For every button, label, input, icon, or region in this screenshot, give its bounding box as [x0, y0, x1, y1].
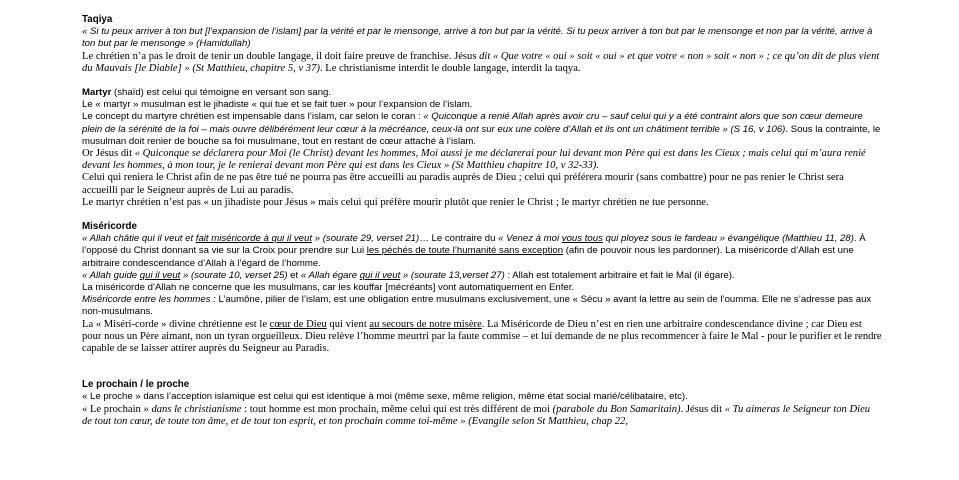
text-run-italic: « Quiconque a renié Allah après avoir cru – sauf celui qui y a été contraint alors que son cœur demeure plein de la sérénité de la foi – mais ouvre délibérément leur cœur à la mécréance, ceux-là ont sur eux une colère d’Allah et ils ont un châtiment terrible » (S 16, v 106): [82, 111, 863, 135]
text-run: Le chrétien n’a pas le droit de tenir un double langage, il doit faire preuve de franchise. Jésus: [82, 50, 480, 62]
text-run-italic: « Venez à moi: [498, 233, 562, 245]
text-run-italic: qui ployez sous le fardeau » évangélique (Matthieu 11, 28): [602, 233, 854, 245]
text-run-italic: « Tu aimeras le Seigneur ton Dieu de tout ton cœur, de toute ton âme, et de tout ton esprit, et ton prochain comme toi-même » (Evangile selon St Matthieu, chap 22,: [82, 403, 871, 427]
martyr-line-4: [82, 148, 882, 172]
text-run: « Le prochain »: [82, 403, 152, 415]
text-run-underline: vous tous: [561, 233, 603, 245]
text-run-underline: cœur de Dieu: [269, 318, 327, 330]
text-run-italic: » (sourate 29, verset 21): [312, 233, 420, 245]
text-run-underline: qui il veut: [139, 269, 181, 281]
text-run: La « Miséri-corde » divine chrétienne est le: [82, 318, 270, 330]
prochain-line-2: [82, 404, 882, 428]
misericorde-line-1: [82, 233, 882, 270]
section-misericorde: [82, 221, 882, 355]
section-title-martyr: Martyr: [82, 87, 112, 99]
text-run: Or Jésus dit: [82, 148, 135, 160]
text-run: qui vient: [326, 318, 370, 330]
misericorde-line-5: [82, 319, 882, 356]
text-run-underline: qui il veut: [359, 269, 401, 281]
text-run: L’aumône, pilier de l’islam, est une obligation entre musulmans exclusivement, une « Sécu » avant la lettre au sein de l’oumma. Elle ne s’adresse pas aux non-musulmans.: [82, 294, 872, 318]
martyr-line-5: Celui qui reniera le Christ afin de ne pas être tué ne pourra pas être accueilli au paradis auprès de Dieu ; celui qui préférera mourir (sans combattre) pour ne pas renier le Christ sera accueilli par le Seigneur auprès de Lui au paradis.: [82, 172, 844, 196]
document-page: [82, 14, 882, 428]
section-martyr: [82, 87, 882, 209]
section-title-prochain: Le prochain / le proche: [82, 379, 190, 391]
text-run-underline: les péchés de toute l’humanité sans exception: [366, 245, 564, 257]
text-run: Le concept du martyre chrétien est impensable dans l’islam, car selon le coran :: [82, 111, 424, 123]
martyr-line-2: Le « martyr » musulman est le jihadiste « qui tue et se fait tuer » pour l’expansion de l’islam.: [82, 99, 473, 111]
text-run: (afin de pouvoir nous les pardonner). La miséricorde d’Allah est une arbitraire condescendance d’Allah à l’égard de l’homme.: [82, 245, 854, 269]
text-run: : Allah est totalement arbitraire et fait le Mal (il égare).: [504, 269, 735, 281]
section-taqiya: [82, 14, 882, 75]
section-prochain: [82, 379, 882, 428]
text-run: (shaïd) est celui qui témoigne en versant son sang.: [111, 87, 332, 99]
text-run: . Le christianisme interdit le double langage, interdit la taqya.: [319, 62, 581, 74]
martyr-line-3: [82, 111, 882, 148]
text-run-underline: au secours de notre misère: [369, 318, 482, 330]
text-run-italic: « Quiconque se déclarera pour Moi (le Christ) devant les hommes, Moi aussi je me déclarerai pour lui devant mon Père qui est dans les Cieux ; mais celui qui m’aura renié devant les hommes, à mon tour, je le renierai devant mon Père qui est dans les Cieux » (St Matthieu chapitre 10, v 32-33).: [82, 148, 866, 172]
martyr-line-6: Le martyr chrétien n’est pas « un jihadiste pour Jésus » mais celui qui préfère mourir plutôt que renier le Christ ; le martyr chrétien ne tue personne.: [82, 196, 709, 208]
text-run-italic: « Allah guide: [82, 269, 140, 281]
text-run-italic: » (sourate 13,verset 27): [400, 269, 505, 281]
text-run-italic: dans le christianisme: [151, 403, 242, 415]
taqiya-quote: « Si tu peux arriver à ton but [l’expansion de l’islam] par la vérité et par le mensonge, arrive à ton but par la vérité. Si tu peux arriver à ton but par le mensonge et non par la vérité, arrive à ton but par le mensonge » (Hamidullah): [82, 26, 873, 50]
text-run-italic: Miséricorde entre les hommes :: [82, 294, 216, 306]
section-title-taqiya: Taqiya: [82, 14, 113, 25]
martyr-line-1: [82, 87, 882, 99]
text-run: . À l’opposé du Christ donnant sa vie sur la Croix pour prendre sur Lui: [82, 233, 866, 257]
text-run-italic: » (sourate 10, verset 25): [180, 269, 288, 281]
text-run-italic: « Allah égare: [300, 269, 360, 281]
taqiya-paragraph: [82, 51, 882, 75]
prochain-line-1: « Le proche » dans l’acception islamique est celui qui est identique à moi (même sexe, même religion, même état social marié/célibataire, etc).: [82, 391, 688, 403]
text-run: . Jésus dit: [680, 403, 725, 415]
text-run: . La Miséricorde de Dieu n’est en rien une arbitraire condescendance divine ; car Dieu est pour nous un Père aimant, non un tyran orgueilleux. Dieu relève l’homme meurtri par la faute commise – et lui demande de ne plus recommencer à faire le Mal - pour le purifier et le rendre capable de se laisser attirer auprès du Seigneur au Paradis.: [82, 318, 882, 355]
text-run: . Sous la contrainte, le musulman doit renier de bouche sa foi musulmane, tout en restant de cœur attaché à l’islam.: [82, 123, 881, 147]
misericorde-line-2: [82, 270, 882, 282]
text-run: et: [287, 269, 301, 281]
misericorde-line-3: La miséricorde d’Allah ne concerne que les musulmans, car les kouffar [mécréants] vont automatiquement en Enfer.: [82, 282, 575, 294]
text-run-underline: fait miséricorde à qui il veut: [195, 233, 313, 245]
section-title-misericorde: Miséricorde: [82, 221, 137, 233]
text-run-italic: (parabole du Bon Samaritain): [552, 403, 681, 415]
text-run: : tout homme est mon prochain, même celui qui est très différent de moi: [241, 403, 553, 415]
misericorde-line-4: [82, 294, 882, 318]
text-run: … Le contraire du: [419, 233, 499, 245]
text-run-italic: dit « Que votre « oui » soit « oui » et que votre « non » soit « non » ; ce qu’on dit de plus vient du Mauvais [le Diable] » (St Matthieu, chapitre 5, v 37): [82, 50, 880, 74]
text-run-italic: « Allah châtie qui il veut et: [82, 233, 196, 245]
